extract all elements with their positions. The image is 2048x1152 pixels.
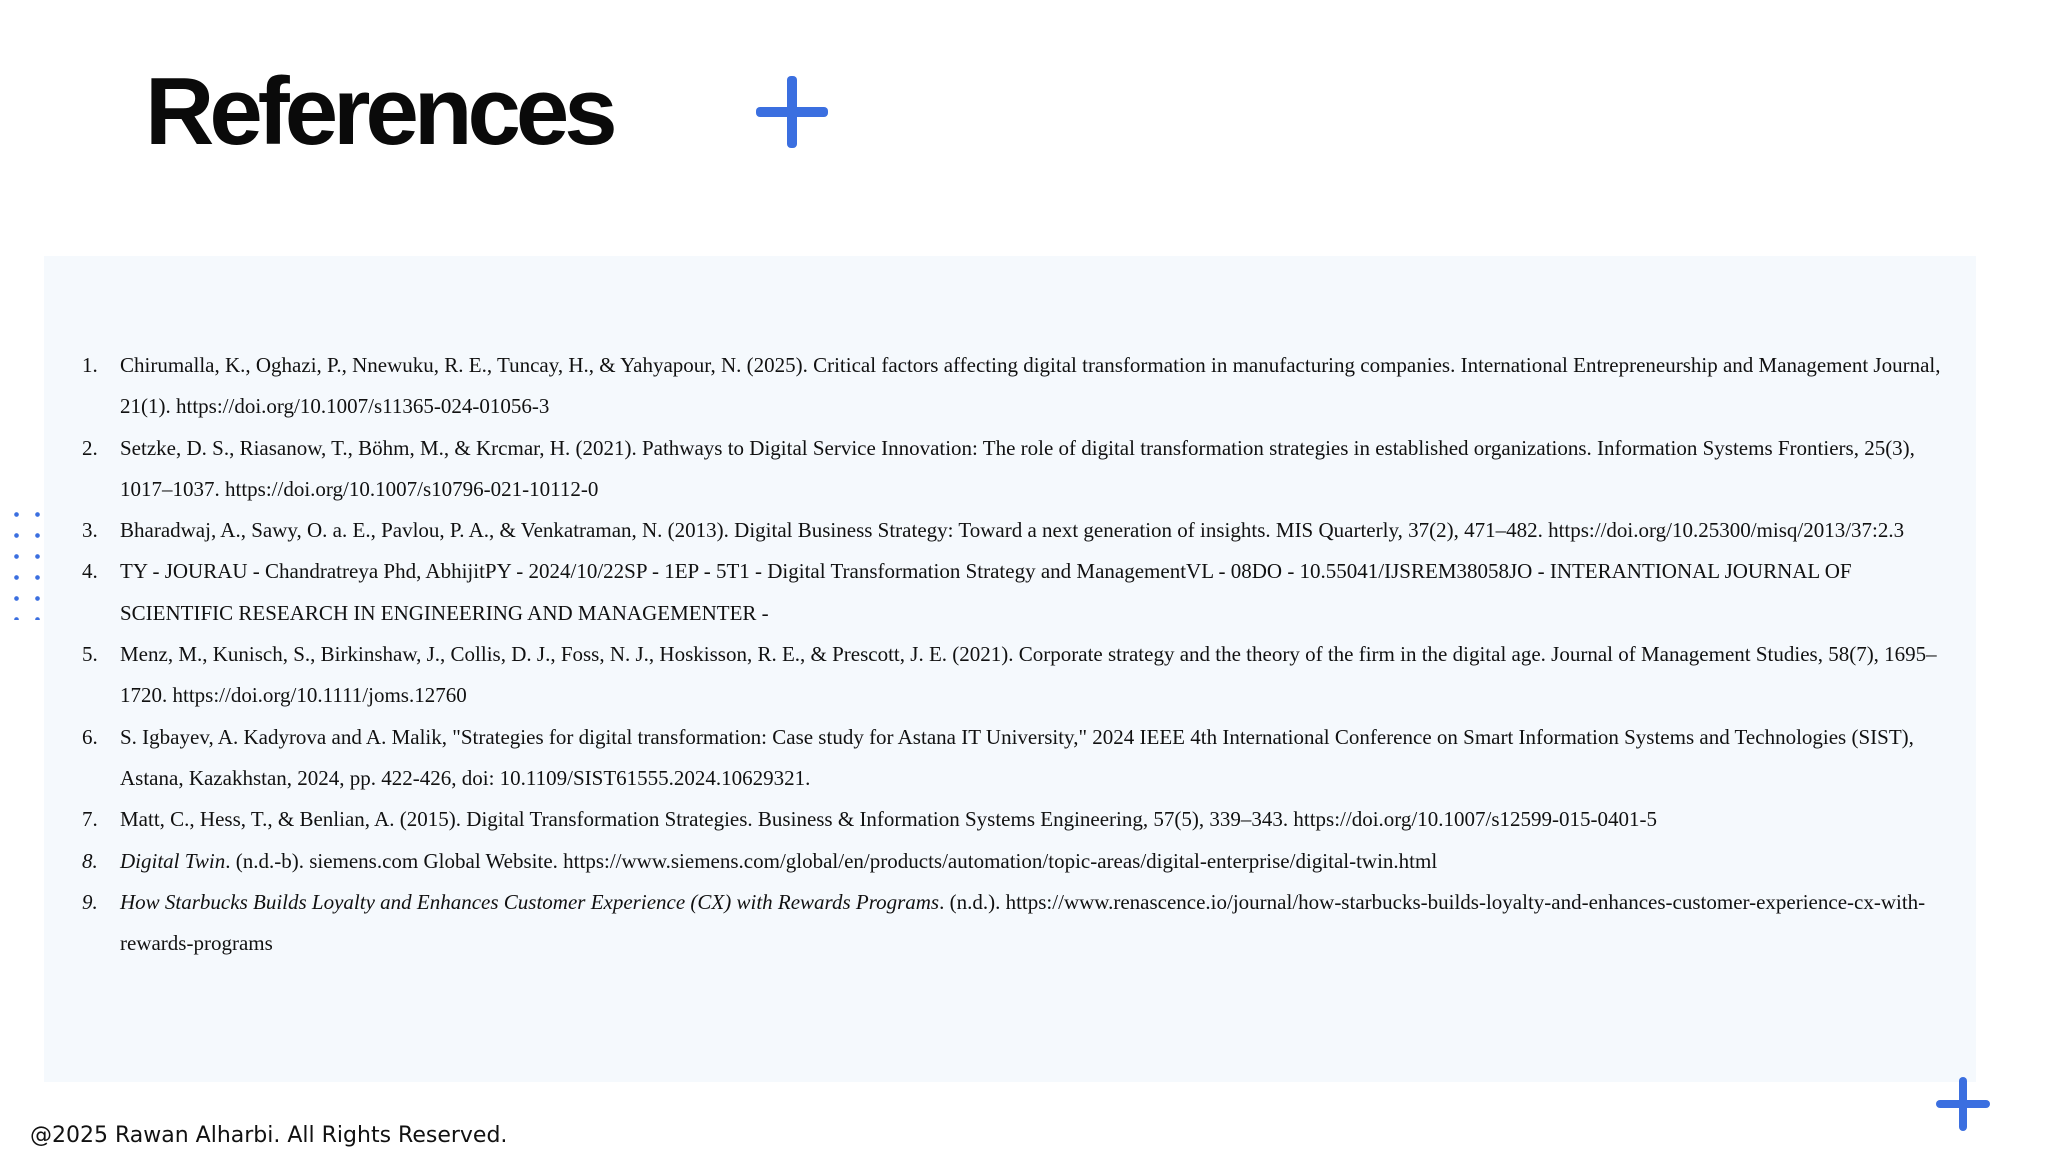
reference-title: Digital Twin: [120, 848, 226, 873]
reference-text: Bharadwaj, A., Sawy, O. a. E., Pavlou, P. A., & Venkatraman, N. (2013). Digital Business Strategy: Toward a next generation of insights. MIS Quarterly, 37(2), 471–482. https://doi.org/10.25300/misq/2013/37:2.3: [120, 518, 1905, 543]
reference-number: 3.: [82, 518, 98, 543]
copyright-footer: @2025 Rawan Alharbi. All Rights Reserved.: [30, 1123, 508, 1148]
reference-item: [68, 634, 1948, 717]
reference-text: Matt, C., Hess, T., & Benlian, A. (2015). Digital Transformation Strategies. Business & Information Systems Engineering, 57(5), 339–343. https://doi.org/10.1007/s12599-015-0401-5: [120, 807, 1657, 832]
reference-text: . (n.d.-b). siemens.com Global Website. https://www.siemens.com/global/en/products/automation/topic-areas/digital-enterprise/digital-twin.html: [225, 848, 1438, 873]
reference-item: [68, 882, 1948, 965]
reference-text: Menz, M., Kunisch, S., Birkinshaw, J., Collis, D. J., Foss, N. J., Hoskisson, R. E., & Prescott, J. E. (2021). Corporate strategy and the theory of the firm in the digital age. Journal of Management Studies, 58(7), 1695–1720. https://doi.org/10.1111/joms.12760: [120, 642, 1937, 708]
reference-text: Chirumalla, K., Oghazi, P., Nnewuku, R. E., Tuncay, H., & Yahyapour, N. (2025). Critical factors affecting digital transformation in manufacturing companies. International Entrepreneurship and Management Journal, 21(1). https://doi.org/10.1007/s11365-024-01056-3: [120, 353, 1941, 419]
reference-number: 6.: [82, 724, 98, 749]
reference-item: [68, 551, 1948, 634]
slide-title: References: [145, 58, 613, 165]
reference-number: 5.: [82, 642, 98, 667]
reference-number: 8.: [82, 848, 98, 873]
reference-number: 7.: [82, 807, 98, 832]
references-list: [68, 345, 1948, 964]
plus-icon: [756, 76, 828, 148]
reference-text: TY - JOURAU - Chandratreya Phd, AbhijitPY - 2024/10/22SP - 1EP - 5T1 - Digital Transformation Strategy and ManagementVL - 08DO - 10.55041/IJSREM38058JO - INTERANTIONAL JOURNAL OF SCIENTIFIC RESEARCH IN ENGINEERING AND MANAGEMENTER -: [120, 559, 1852, 625]
reference-number: 1.: [82, 353, 98, 377]
reference-item: [68, 510, 1948, 551]
reference-text: Setzke, D. S., Riasanow, T., Böhm, M., & Krcmar, H. (2021). Pathways to Digital Service Innovation: The role of digital transformation strategies in established organizations. Information Systems Frontiers, 25(3), 1017–1037. https://doi.org/10.1007/s10796-021-10112-0: [120, 435, 1915, 501]
reference-number: 4.: [82, 559, 98, 584]
reference-title: How Starbucks Builds Loyalty and Enhances Customer Experience (CX) with Rewards Programs: [120, 889, 940, 914]
reference-item: [68, 428, 1948, 511]
reference-number: 2.: [82, 435, 98, 460]
reference-text: . (n.d.). https://www.renascence.io/journal/how-starbucks-builds-loyalty-and-enhances-customer-experience-cx-with-rewards-programs: [120, 889, 1926, 956]
dot-grid-decoration: [6, 504, 40, 620]
reference-text: S. Igbayev, A. Kadyrova and A. Malik, "Strategies for digital transformation: Case study for Astana IT University," 2024 IEEE 4th International Conference on Smart Information Systems and Technologies (SIST), Astana, Kazakhstan, 2024, pp. 422-426, doi: 10.1109/SIST61555.2024.10629321.: [120, 724, 1914, 790]
reference-item: [68, 799, 1948, 840]
reference-item: [68, 841, 1948, 882]
plus-icon: [1936, 1077, 1990, 1131]
reference-number: 9.: [82, 889, 98, 914]
reference-item: [68, 345, 1948, 428]
reference-item: [68, 717, 1948, 800]
